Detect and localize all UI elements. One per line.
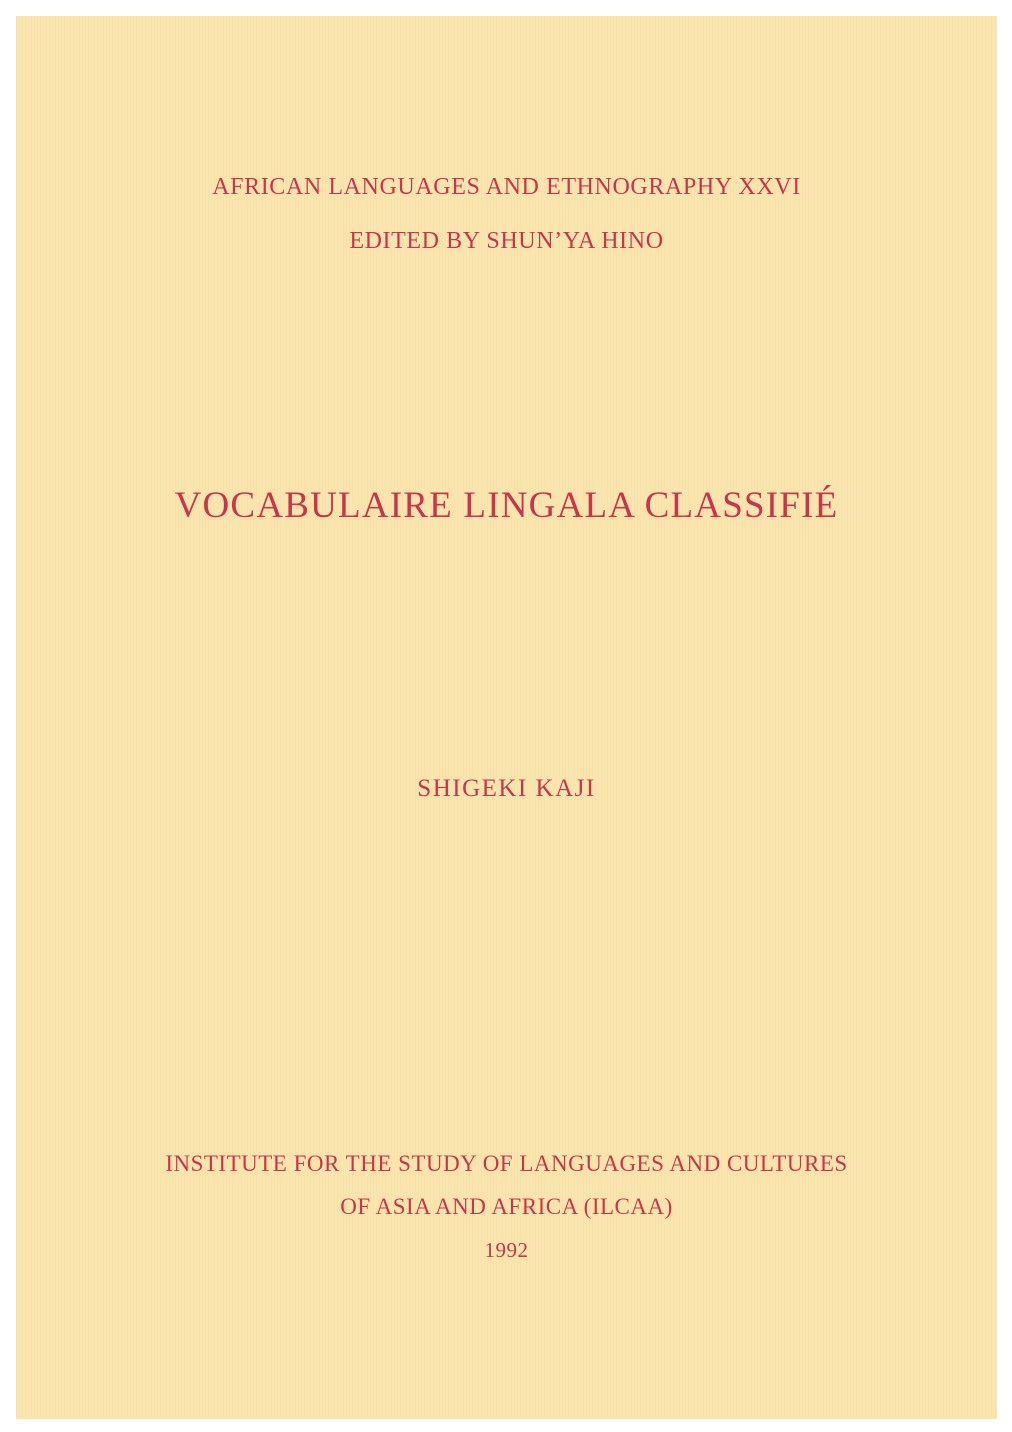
publisher-line-2: OF ASIA AND AFRICA (ILCAA) — [340, 1194, 673, 1219]
author-name: SHIGEKI KAJI — [417, 775, 596, 802]
publisher-line-1: INSTITUTE FOR THE STUDY OF LANGUAGES AND CULTURES — [165, 1151, 848, 1176]
series-title: AFRICAN LANGUAGES AND ETHNOGRAPHY XXVI — [212, 174, 801, 200]
publication-year: 1992 — [484, 1238, 529, 1262]
book-cover — [16, 16, 997, 1419]
editor-credit: EDITED BY SHUN’YA HINO — [349, 228, 664, 254]
book-title: VOCABULAIRE LINGALA CLASSIFIÉ — [174, 485, 839, 526]
